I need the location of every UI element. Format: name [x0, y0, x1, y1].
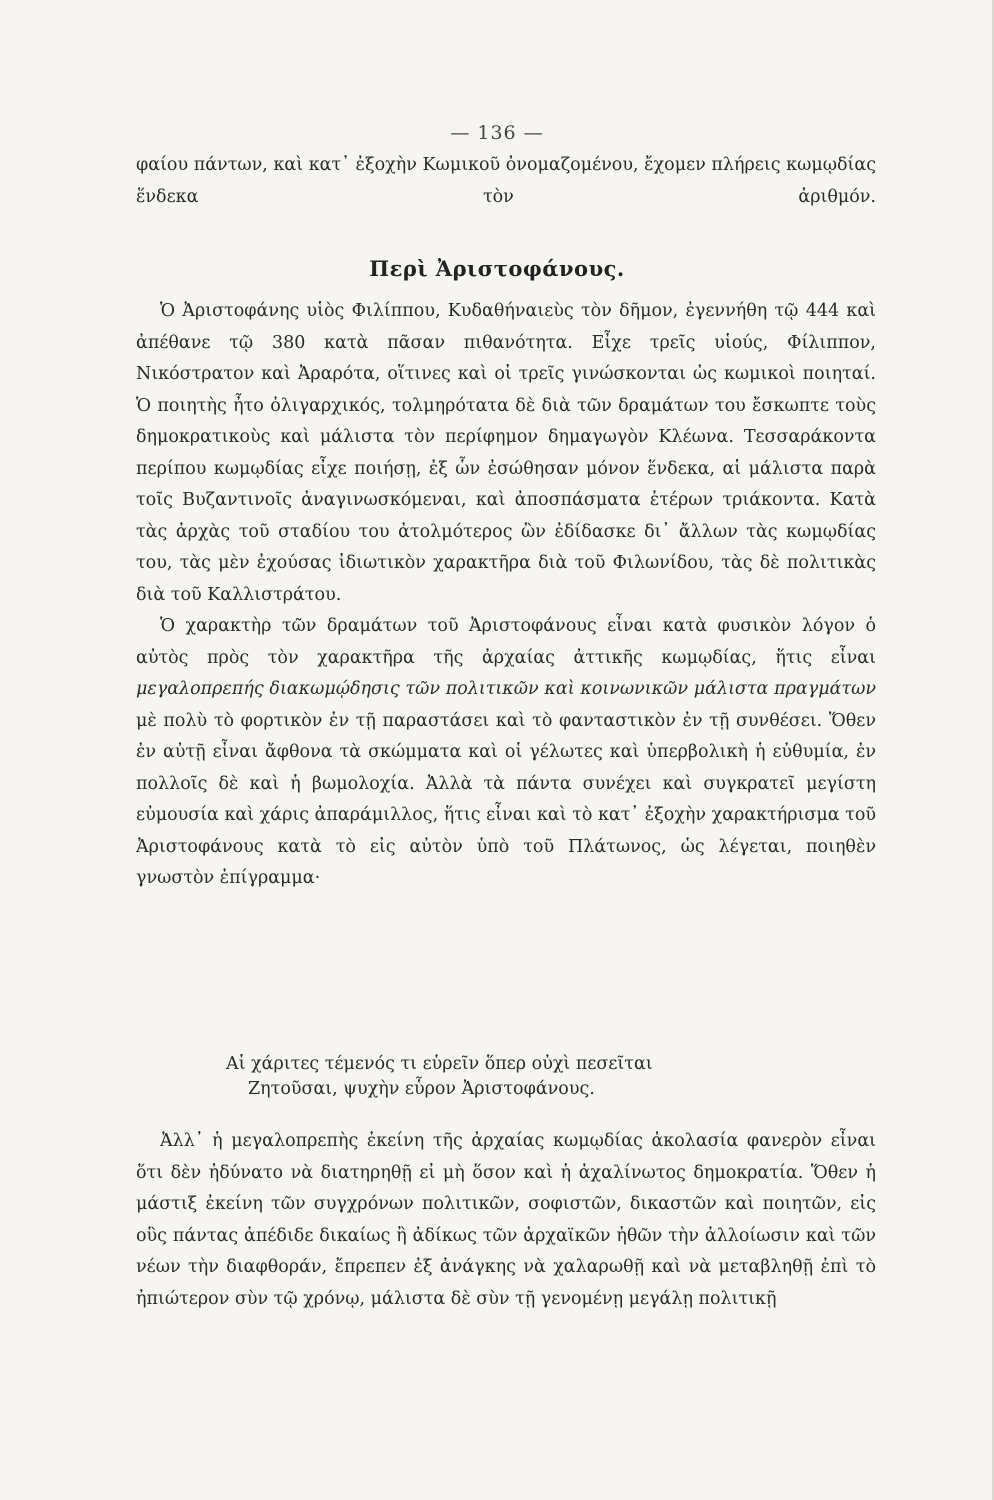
- biography-text: Ὁ Ἀριστοφάνης υἱὸς Φιλίππου, Κυδαθήναιεὺς τὸν δῆμον, ἐγεννήθη τῷ 444 καὶ ἀπέθανε τῷ 380 κατὰ πᾶσαν πιθανότητα. Εἶχε τρεῖς υἱούς, Φίλιππον, Νικόστρατον καὶ Ἀραρότα, οἵτινες καὶ οἱ τρεῖς γινώσκονται ὡς κωμικοὶ ποιηταί. Ὁ ποιητὴς ἦτο ὀλιγαρχικός, τολμηρότατα δὲ διὰ τῶν δραμάτων του ἔσκωπτε τοὺς δημοκρατικοὺς καὶ μάλιστα τὸν περίφημον δημαγωγὸν Κλέωνα. Τεσσαράκοντα περίπου κωμῳδίας εἶχε ποιήσῃ, ἐξ ὧν ἐσώθησαν μόνον ἕνδεκα, αἱ μάλιστα παρὰ τοῖς Βυζαντινοῖς ἀναγινωσκόμεναι, καὶ ἀποσπάσματα ἑτέρων τριάκοντα. Κατὰ τὰς ἀρχὰς τοῦ σταδίου του ἀτολμότερος ὢν ἐδίδασκε δι᾽ ἄλλων τὰς κωμῳδίας του, τὰς μὲν ἐχούσας ἰδιωτικὸν χαρακτῆρα διὰ τοῦ Φιλωνίδου, τὰς δὲ πολιτικὰς διὰ τοῦ Καλλιστράτου.: [136, 301, 876, 605]
- character-emphasis-3: μάλιστα πραγμάτων: [693, 679, 876, 699]
- continuation-paragraph: [136, 150, 876, 213]
- character-text-part2: μὲ πολὺ τὸ φορτικὸν ἐν τῇ παραστάσει καὶ τὸ φανταστικὸν ἐν τῇ συνθέσει. Ὅθεν ἐν αὐτῇ εἶναι ἄφθονα τὰ σκώμματα καὶ οἱ γέλωτες καὶ ὑπερβολικὴ ἡ εὐθυμία, ἐν πολλοῖς δὲ καὶ ἡ βωμολοχία. Ἀλλὰ τὰ πάντα συνέχει καὶ συγκρατεῖ μεγίστη εὐμουσία καὶ χάρις ἀπαράμιλλος, ἥτις εἶναι καὶ τὸ κατ᾽ ἐξοχὴν χαρακτήρισμα τοῦ Ἀριστοφάνους κατὰ τὸ εἰς αὐτὸν ὑπὸ τοῦ Πλάτωνος, ὡς λέγεται, ποιηθὲν γνωστὸν ἐπίγραμμα·: [136, 710, 876, 888]
- page-number: — 136 —: [450, 122, 544, 144]
- epigram: [226, 1052, 826, 1102]
- character-emphasis-1: μεγαλοπρεπής: [136, 679, 264, 699]
- closing-paragraph: [136, 1126, 876, 1315]
- closing-text-block: [136, 1126, 876, 1315]
- character-paragraph: [136, 611, 876, 895]
- closing-text: Ἀλλ᾽ ἡ μεγαλοπρεπὴς ἐκείνη τῆς ἀρχαίας κωμῳδίας ἀκολασία φανερὸν εἶναι ὅτι δὲν ἠδύνατο νὰ διατηρηθῇ εἰ μὴ ὅσον καὶ ἡ ἀχαλίνωτος δημοκρατία. Ὅθεν ἡ μάστιξ ἐκείνη τῶν συγχρόνων πολιτικῶν, σοφιστῶν, δικαστῶν καὶ ποιητῶν, εἰς οὓς πάντας ἀπέδιδε δικαίως ἢ ἀδίκως τῶν ἀρχαϊκῶν ἠθῶν τὴν ἀλλοίωσιν καὶ τῶν νέων τὴν διαφθοράν, ἔπρεπεν ἐξ ἀνάγκης νὰ χαλαρωθῇ καὶ νὰ μεταβληθῇ ἐπὶ τὸ ἠπιώτερον σὺν τῷ χρόνῳ, μάλιστα δὲ σὺν τῇ γενομένῃ μεγάλῃ πολιτικῇ: [136, 1131, 876, 1309]
- biography-paragraph: [136, 296, 876, 611]
- section-heading: Περὶ Ἀριστοφάνους.: [369, 256, 625, 281]
- continuation-text-block: [136, 150, 876, 213]
- continuation-text: φαίου πάντων, καὶ κατ᾽ ἐξοχὴν Κωμικοῦ ὀνομαζομένου, ἔχομεν πλήρεις κωμῳδίας ἕνδεκα τὸν ἀριθμόν.: [136, 155, 876, 207]
- epigram-line-1: Αἱ χάριτες τέμενός τι εὑρεῖν ὅπερ οὐχὶ πεσεῖται: [226, 1054, 653, 1074]
- character-emphasis-2: διακωμῴδησις τῶν πολιτικῶν καὶ κοινωνικῶν: [269, 679, 689, 699]
- epigram-line-2: Ζητοῦσαι, ψυχὴν εὗρον Ἀριστοφάνους.: [248, 1079, 595, 1099]
- main-text-block: [136, 296, 876, 895]
- character-text-part1: Ὁ χαρακτὴρ τῶν δραμάτων τοῦ Ἀριστοφάνους εἶναι κατὰ φυσικὸν λόγον ὁ αὐτὸς πρὸς τὸν χαρακτῆρα τῆς ἀρχαίας ἀττικῆς κωμῳδίας, ἥτις εἶναι: [136, 616, 876, 668]
